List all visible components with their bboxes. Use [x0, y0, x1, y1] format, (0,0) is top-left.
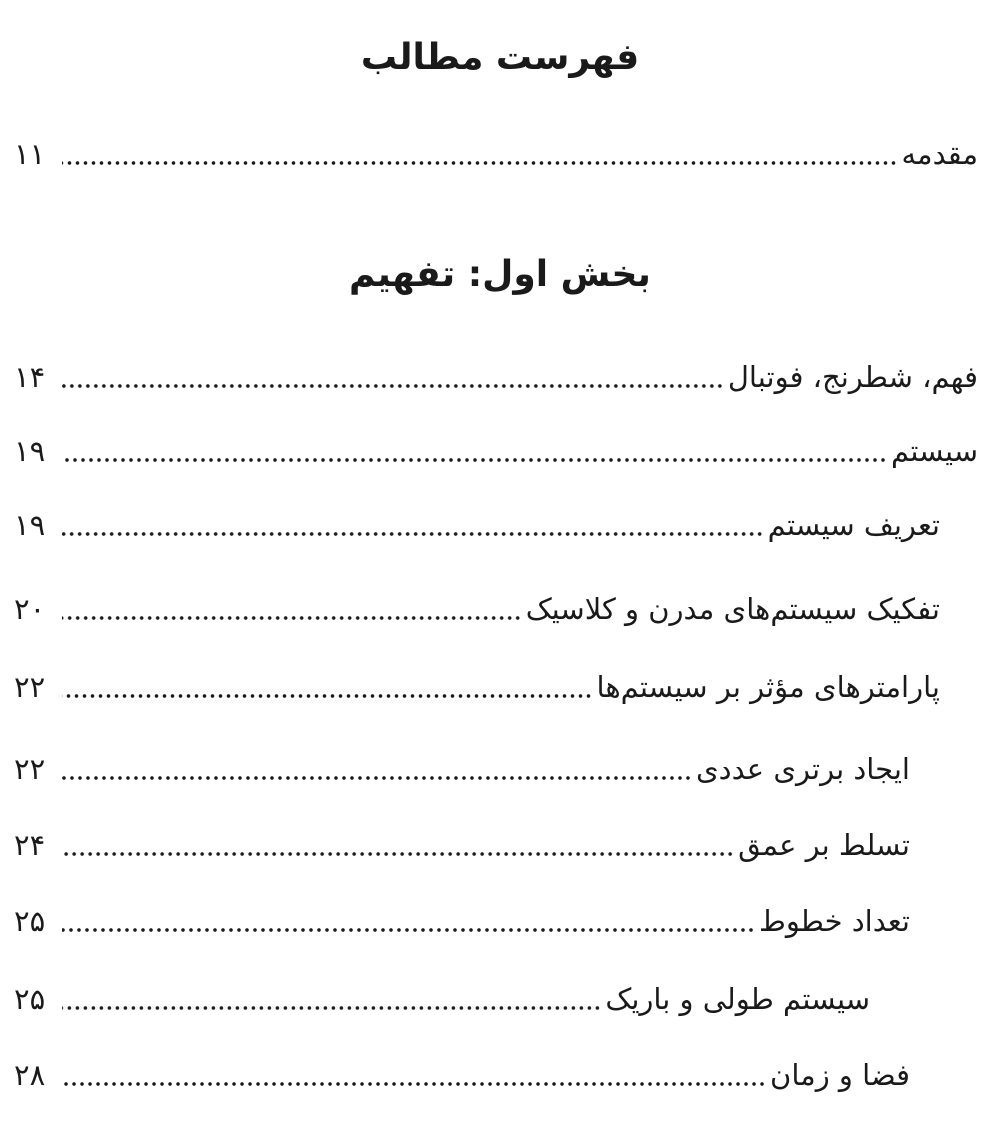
- toc-entry-title: مقدمه: [901, 137, 978, 171]
- toc-entry-title: تسلط بر عمق: [738, 828, 910, 862]
- toc-entry[interactable]: [14, 587, 940, 631]
- toc-entry[interactable]: [14, 355, 978, 399]
- toc-entry[interactable]: [14, 1053, 910, 1097]
- toc-entry-page-number: ۱۴: [14, 360, 46, 394]
- dot-leader: [62, 160, 897, 166]
- section-heading: بخش اول: تفهیم: [349, 254, 651, 295]
- toc-entry-intro[interactable]: [14, 132, 978, 176]
- dot-leader: [62, 457, 887, 463]
- toc-entry-page-number: ۱۹: [14, 508, 46, 542]
- toc-entry-title: پارامترهای مؤثر بر سیستم‌ها: [596, 670, 940, 704]
- toc-entry-page-number: ۲۲: [14, 752, 46, 786]
- toc-entry[interactable]: [14, 977, 870, 1021]
- toc-entry[interactable]: [14, 665, 940, 709]
- toc-entry-page-number: ۲۵: [14, 904, 46, 938]
- toc-entry-title: سیستم طولی و باریک: [605, 982, 870, 1016]
- toc-entry-title: سیستم: [891, 434, 978, 468]
- toc-entry-page-number: ۱۹: [14, 434, 46, 468]
- dot-leader: [62, 1005, 601, 1011]
- toc-entry-page-number: ۲۰: [14, 592, 46, 626]
- toc-entry[interactable]: [14, 747, 910, 791]
- toc-entry-title: تعداد خطوط: [759, 904, 910, 938]
- toc-entry-page-number: ۱۱: [14, 137, 46, 171]
- toc-entry[interactable]: [14, 899, 910, 943]
- toc-entry[interactable]: [14, 503, 940, 547]
- toc-entry-page-number: ۲۸: [14, 1058, 46, 1092]
- toc-entry-title: ایجاد برتری عددی: [695, 752, 910, 786]
- toc-entry-page-number: ۲۴: [14, 828, 46, 862]
- toc-entry-title: تعریف سیستم: [767, 508, 940, 542]
- dot-leader: [62, 383, 724, 389]
- dot-leader: [62, 775, 692, 781]
- toc-entry-title: تفکیک سیستم‌های مدرن و کلاسیک: [525, 592, 940, 626]
- dot-leader: [62, 927, 755, 933]
- toc-entry-page-number: ۲۵: [14, 982, 46, 1016]
- toc-entry-title: فضا و زمان: [770, 1058, 910, 1092]
- toc-entry[interactable]: [14, 823, 910, 867]
- dot-leader: [62, 1081, 766, 1087]
- toc-title: فهرست مطالب: [360, 37, 640, 78]
- toc-entry-title: فهم، شطرنج، فوتبال: [727, 360, 978, 394]
- dot-leader: [62, 531, 764, 537]
- dot-leader: [62, 693, 593, 699]
- dot-leader: [62, 851, 734, 857]
- dot-leader: [62, 615, 522, 621]
- toc-entry[interactable]: [14, 429, 978, 473]
- toc-entry-page-number: ۲۲: [14, 670, 46, 704]
